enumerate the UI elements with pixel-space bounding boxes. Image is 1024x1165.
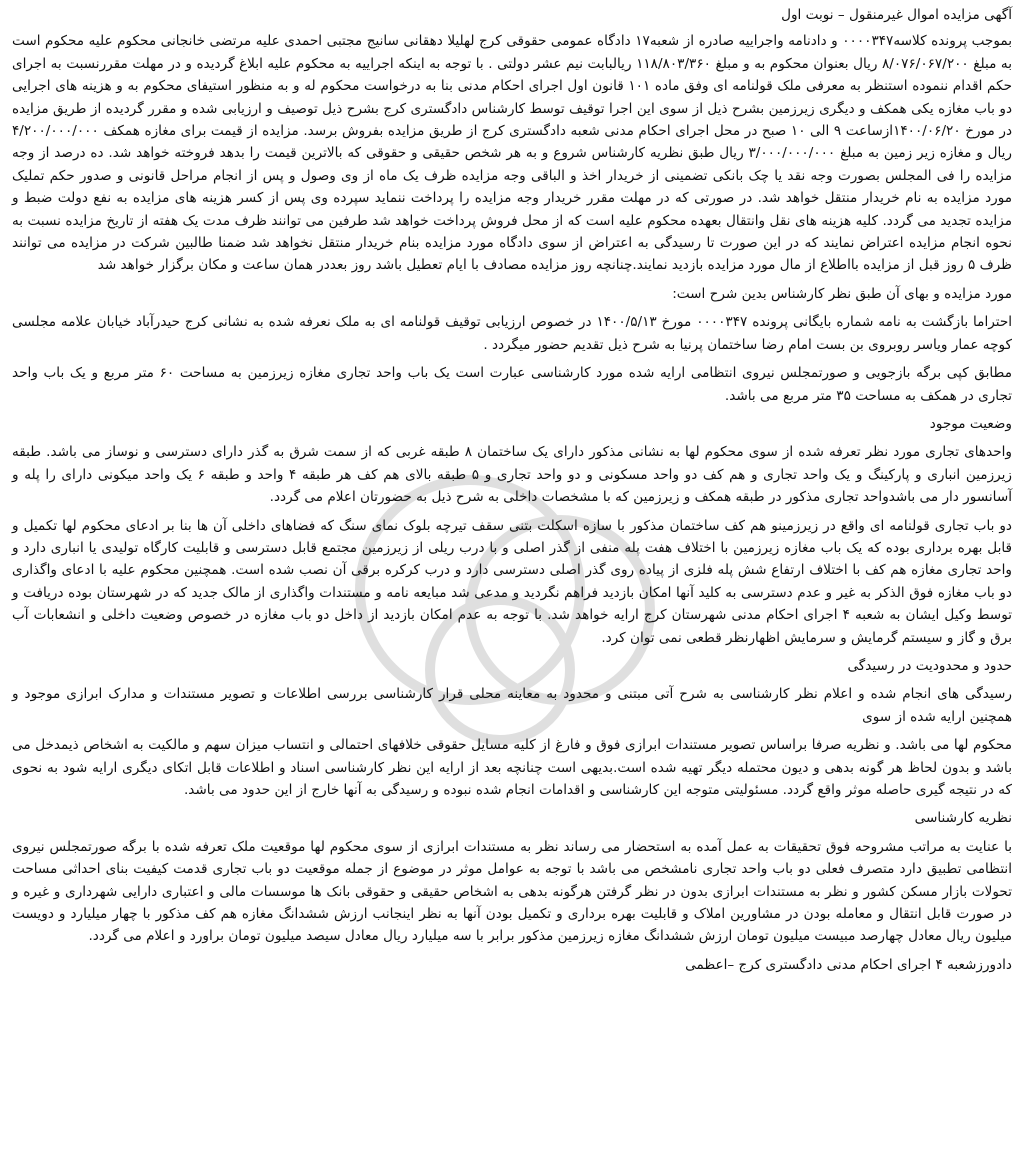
limits-paragraph-2: محکوم لها می باشد. و نظریه صرفا براساس تصویر مستندات ابرازی فوق و فارغ از کلیه مسایل حقوقی خلافهای احتمالی و انتساب میزان سهم و مالکیت به اشخاص ذیمدخل می باشد و بدون لحاظ هر گونه بدهی و دیون محتمله دیگر تهیه شده است.بدیهی است چنانچه بعد از ارایه این نظر کارشناسی اسناد و اطلاعات قابل اتکای دیگری ارایه شود به نحوی که در نتیجه گیری حاصله موثر واقع گردد. مسئولیتی متوجه این کارشناسی و اقدامات انجام شده نبوده و رسیدگی به آنها خارج از این حدود می باشد. [12, 737, 1012, 798]
description-paragraph: مطابق کپی برگه بازجویی و صورتمجلس نیروی انتظامی ارایه شده مورد کارشناسی عبارت است یک باب واحد تجاری مغازه زیرزمین به مساحت ۶۰ متر مربع و یک باب واحد تجاری در همکف به مساحت ۳۵ متر مربع می باشد. [12, 365, 1012, 404]
status-paragraph-2: دو باب تجاری قولنامه ای واقع در زیرزمینو هم کف ساختمان مذکور با سازه اسکلت بتنی سقف تیرچه بلوک نمای سنگ که فضاهای داخلی آن ها بنا بر ادعای محکوم لها تکمیل و قابل بهره برداری بوده که یک باب مغازه زیرزمین با اختلاف هفت پله منفی از گذر اصلی و با درب ریلی از زیرزمین مجتمع قابل دسترسی و قابلیت کارگاه تولیدی یا انباری دارد و واحد تجاری مغازه هم کف با اختلاف ارتفاع شش پله فلزی از پیاده روی گذر اصلی دسترسی دارد و درب کرکره برقی آن نصب شده است. همچنین محکوم علیه با ادعای واگذاری دو باب مغازه فوق الذکر به غیر و عدم دسترسی به کلید آنها امکان بازدید فراهم نگردید و مدعی شد مبایعه نامه و مستندات واگذاری از مالک جدید که در شهرستان بوده دریافت و توسط وکیل ایشان به شعبه ۴ اجرای احکام مدنی شهرستان کرج ارایه خواهد شد. با توجه به عدم امکان بازدید از داخل دو باب مغازه در خصوص وضعیت داخلی و انشعابات آب برق و گاز و سیستم گرمایش و سرمایش اظهارنظر قطعی نمی توان کرد. [12, 517, 1013, 646]
reference-paragraph: احتراما بازگشت به نامه شماره بایگانی پرونده ۰۰۰۰۳۴۷ مورخ ۱۴۰۰/۵/۱۳ در خصوص ارزیابی توقیف قولنامه ای به ملک نعرفه شده به نشانی کرج حیدرآباد خیابان علامه مجلسی کوچه عمار ویاسر روبروی بن بست امام رضا ساختمان پرنیا به شرح ذیل تقدیم حضور میگردد . [12, 314, 1013, 353]
status-heading: وضعیت موجود [929, 415, 1012, 432]
opinion-paragraph: با عنایت به مراتب مشروحه فوق تحقیقات به عمل آمده به استحضار می رساند نظر به مستندات ابرازی از سوی محکوم لها موقعیت ملک تعرفه شده با برگه صورتمجلس نیروی انتظامی تطبیق دارد متصرف فعلی دو باب واحد تجاری نامشخص می باشد با توجه به عوامل موثر در موضوع از جمله موقعیت دو باب تجاری قدمت کیفیت بنای احداثی مساحت تحولات بازار مسکن کشور و نظر به مستندات ابرازی بدون در نظر گرفتن هرگونه بدهی به اشخاص حقیقی و حقوقی بانک ها موسسات مالی و اعتباری دارایی شهرداری و غیره و در صورت قابل انتقال و معامله بودن در مشاورین املاک و قابلیت بهره برداری و تکمیل بودن آنها به نظر اینجانب ارزش ششدانگ مغازه هم کف مذکور با چهار میلیارد و دویست میلیون ریال معادل چهارصد مبیست میلیون تومان ارزش ششدانگ مغازه زیرزمین مذکور برابر با سه میلیارد ریال معادل سیصد میلیون تومان براورد و اعلام می گردد. [12, 838, 1012, 945]
limits-paragraph-1: رسیدگی های انجام شده و اعلام نظر کارشناسی به شرح آتی مبتنی و محدود به معاینه محلی قرار کارشناسی بررسی اطلاعات و تصویر مستندات و مدارک ابرازی موجود و همچنین ارایه شده از سوی [12, 686, 1012, 725]
status-paragraph-1: واحدهای تجاری مورد نظر تعرفه شده از سوی محکوم لها به نشانی مذکور دارای یک ساختمان ۸ طبقه غربی که از سمت شرق به گذر دارای دسترسی و نوساز می باشد. طبقه زیرزمین انباری و پارکینگ و یک واحد تجاری و هم کف دو واحد مسکونی و دو واحد تجاری و ۵ طبقه بالای هم کف هر طبقه ۴ واحد و طبقه ۶ یک واحد میکونی دارای را پله و آسانسور دار می باشدواحد تجاری مذکور در طبقه همکف و زیرزمین که با مشخصات داخلی به شرح ذیل به حضورتان اعلام می گردد. [12, 444, 1012, 506]
limits-heading: حدود و محدودیت در رسیدگی [847, 657, 1012, 674]
notice-intro-paragraph: بموجب پرونده کلاسه۰۰۰۰۳۴۷ و دادنامه واجراییه صادره از شعبه۱۷ دادگاه عمومی حقوقی کرج لهلیلا دهقانی سانیج مجتبی احمدی علیه مرتضی خانجانی محکوم علیه محکوم است به مبلغ ۸/۰۷۶/۰۶۷/۲۰۰ ریال بعنوان محکوم به و مبلغ ۱۱۸/۸۰۳/۳۶۰ ریالبابت نیم عشر دولتی . با توجه به اینکه اجراییه به محکوم علیه ابلاغ گردیده و در مهلت مقررنسبت به اجرای حکم اقدام ننموده استنظر به معرفی ملک قولنامه ای وفق ماده ۱۰۱ قانون اول اجرای احکام مدنی بنا به درخواست محکوم له و به منظور استیفای محکوم به و هزینه های اجرایی دو باب مغازه یکی همکف و دیگری زیرزمین بشرح ذیل از سوی این اجرا توقیف توسط کارشناس دادگستری کرج بشرح ذیل توصیف و ارزیابی شده و مقرر گردیده از طریق مزایده در مورخ ۱۴۰۰/۰۶/۲۰ازساعت ۹ الی ۱۰ صبح در محل اجرای احکام مدنی شعبه دادگستری کرج از طریق مزایده بفروش برسد. مزایده از قیمت برای مغازه همکف ۴/۲۰۰/۰۰۰/۰۰۰ ریال و مغازه زیر زمین به مبلغ ۳/۰۰۰/۰۰۰/۰۰۰ ریال طبق نظریه کارشناس شروع و به هر شخص حقیقی و حقوقی که بالاترین قیمت را بدهد فروخته خواهد شد. ده درصد از وجه مزایده را فی المجلس بصورت وجه نقد یا چک بانکی تضمینی از خریدار اخذ و الباقی وجه مزایده ظرف یک ماه از وی وصول و پس از انجام مراحل قانونی و صدور حکم تملیک مورد مزایده به نام خریدار منتقل خواهد شد. در صورتی که در مهلت مقرر خریدار وجه مزایده را پرداخت ننماید سپرده وی پس از کسر هزینه های مزایده به نفع دولت ضبط و مزایده تجدید می گردد. کلیه هزینه های نقل وانتقال بعهده محکوم علیه است که از محل فروش پرداخت خواهد شد طرفین می توانند ظرف مدت یک هفته از تاریخ مزایده نسبت به نحوه انجام مزایده اعتراض نمایند که در این صورت تا رسیدگی به اعتراض از سوی دادگاه مورد مزایده بنام خریدار منتقل نخواهد شد ضمنا طالبین شرکت در مزایده می توانند ظرف ۵ روز قبل از مزایده بااطلاع از مال مورد مزایده بازدید نمایند.چنانچه روز مزایده مصادف با ایام تعطیل باشد روز بعددر همان ساعت و مکان برگزار خواهد شد [12, 33, 1012, 274]
notice-title: آگهی مزایده اموال غیرمنقول – نوبت اول [781, 7, 1012, 23]
opinion-heading: نظریه کارشناسی [914, 810, 1012, 827]
signature-line: دادورزشعبه ۴ اجرای احکام مدنی دادگستری کرج –اعظمی [685, 956, 1012, 973]
subject-heading: مورد مزایده و بهای آن طبق نظر کارشناس بدین شرح است: [672, 285, 1012, 302]
